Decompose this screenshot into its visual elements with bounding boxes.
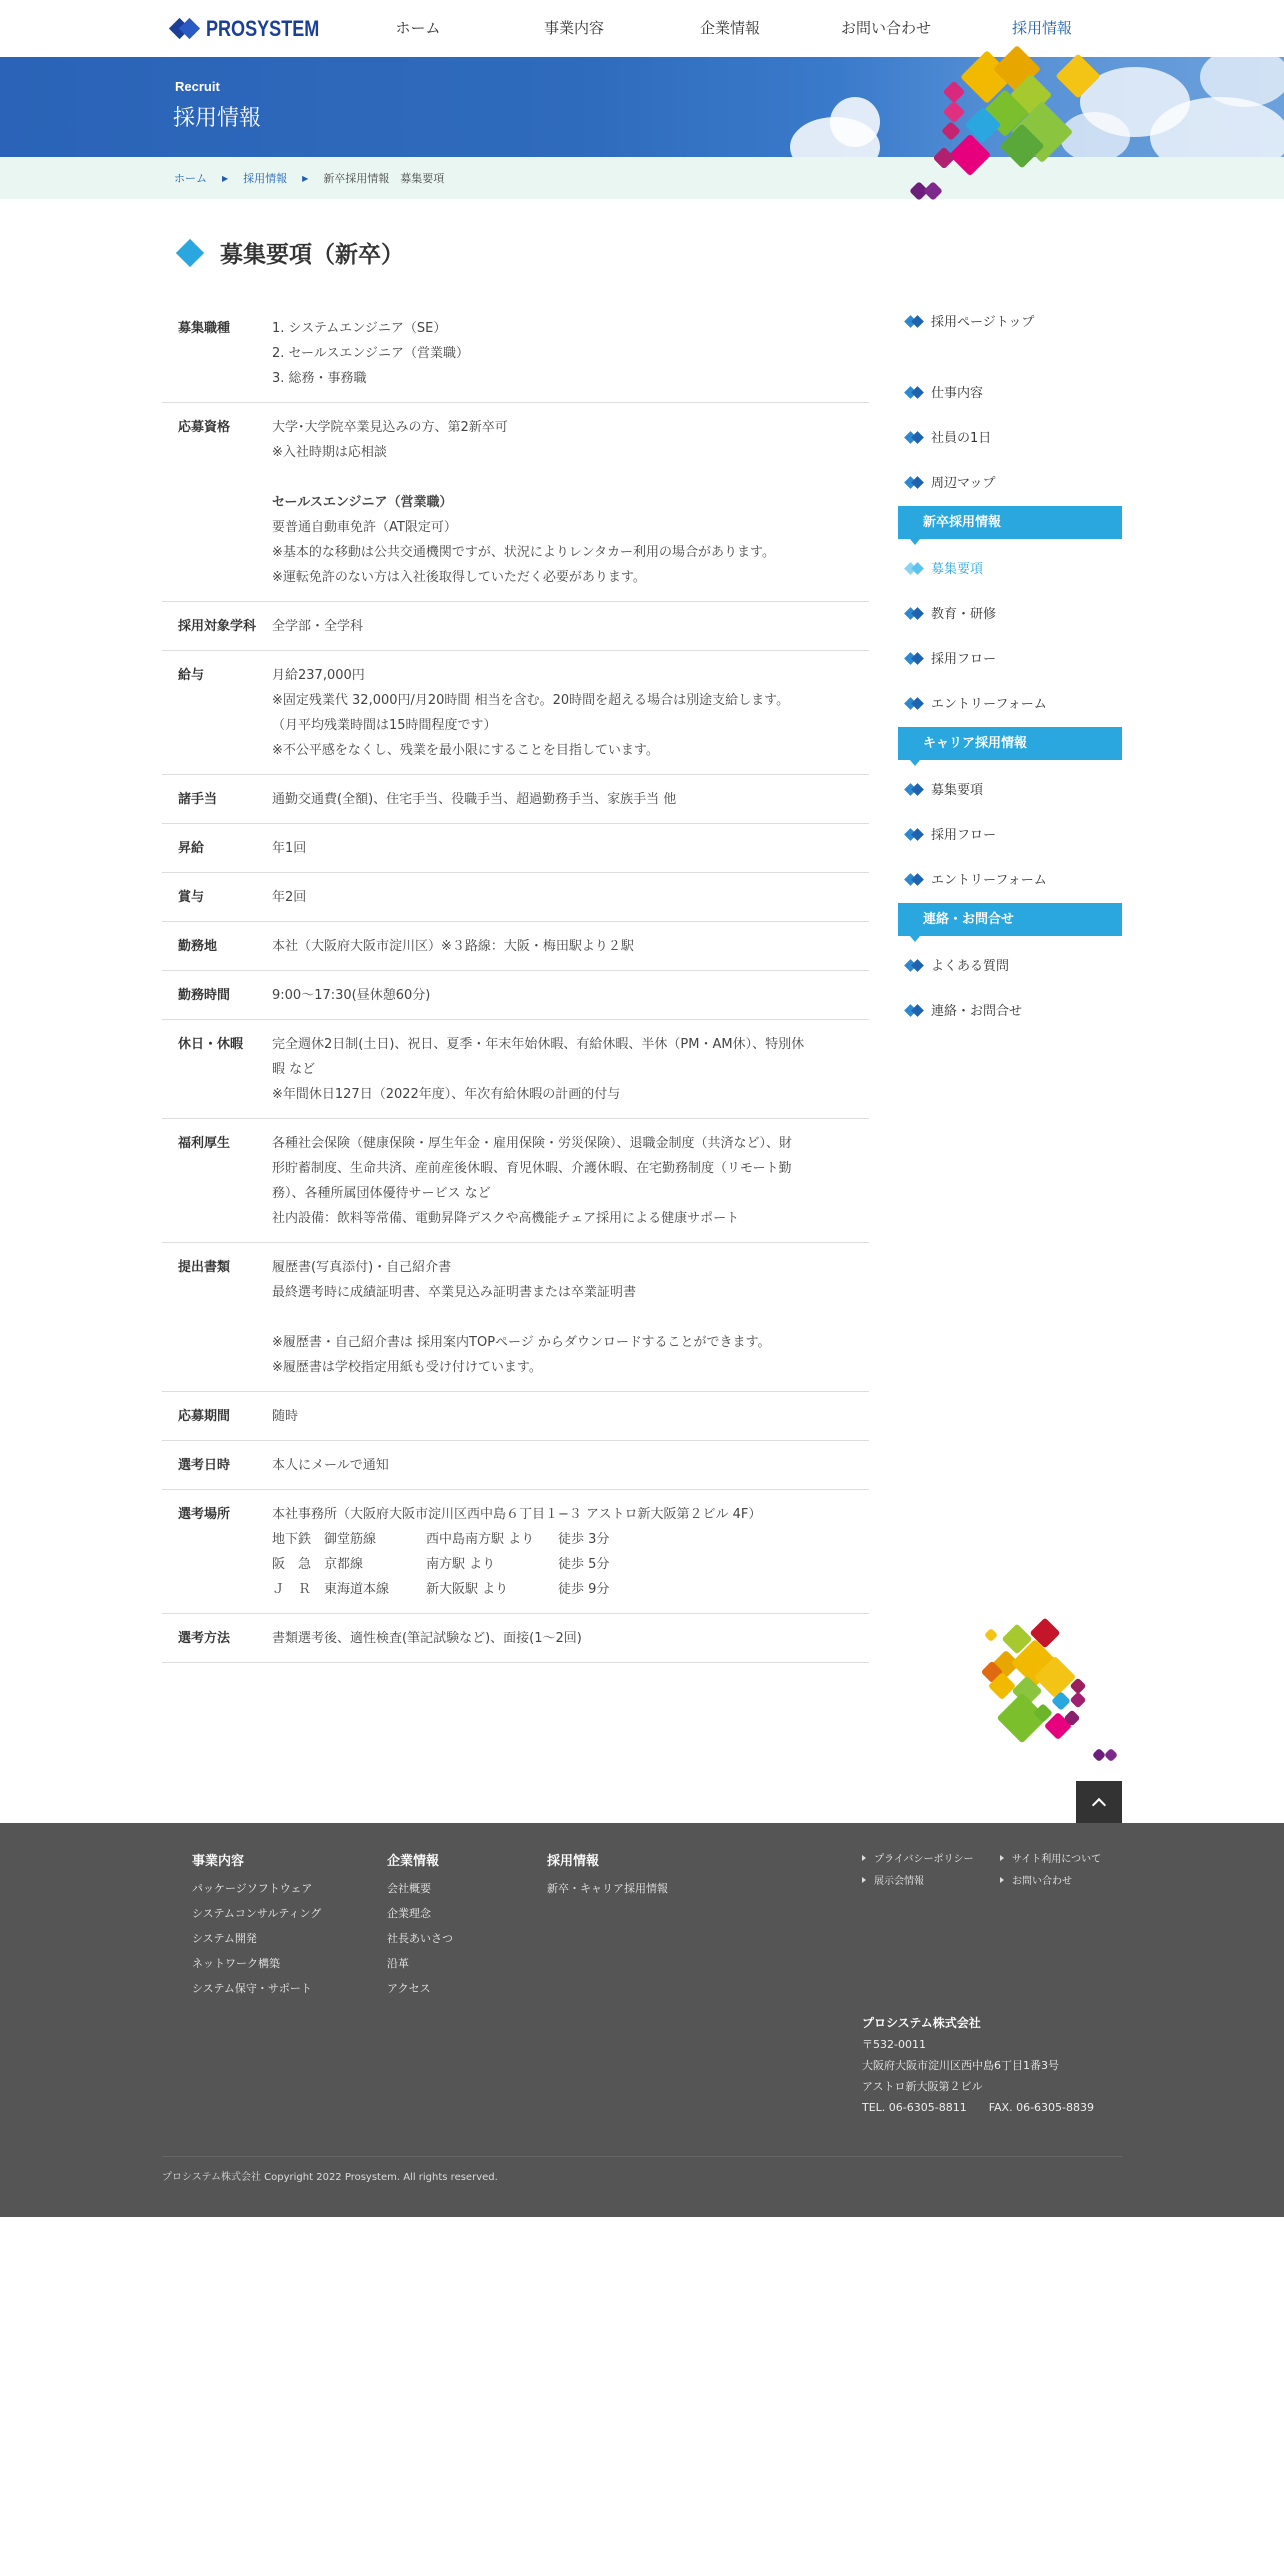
sidebar-item-career-flow[interactable]: 採用フロー xyxy=(898,811,1122,856)
text-line: 社内設備：飲料等常備、電動昇降デスクや高機能チェア採用による健康サポート xyxy=(272,1211,740,1226)
text-line: 要普通自動車免許（AT限定可） xyxy=(272,520,457,535)
double-diamond-icon xyxy=(906,1006,926,1015)
row-label: 選考日時 xyxy=(178,1458,231,1473)
table-row xyxy=(162,873,869,922)
text-line: 本社事務所（大阪府大阪市淀川区西中島６丁目１−３ アストロ新大阪第２ビル 4F） xyxy=(272,1507,762,1522)
breadcrumb-home[interactable]: ホーム xyxy=(174,172,207,185)
row-value: 年2回 xyxy=(272,890,307,905)
row-value xyxy=(272,663,869,763)
double-diamond-icon xyxy=(906,785,926,794)
footer-link[interactable]: 沿革 xyxy=(387,1957,409,1970)
footer-heading[interactable]: 事業内容 xyxy=(192,1854,245,1869)
row-label: 福利厚生 xyxy=(178,1136,231,1151)
logo[interactable] xyxy=(172,16,344,42)
sidebar-item-faq[interactable]: よくある質問 xyxy=(898,942,1122,987)
text-line: 形貯蓄制度、生命共済、産前産後休暇、育児休暇、介護休暇、在宅勤務制度（リモート勤 xyxy=(272,1161,792,1176)
text-line: ※固定残業代 32,000円/月20時間 相当を含む。20時間を超える場合は別途支給します。 xyxy=(272,693,790,708)
double-diamond-icon xyxy=(906,830,926,839)
text-line: （月平均残業時間は15時間程度です） xyxy=(272,718,497,733)
double-diamond-icon xyxy=(906,388,926,397)
sidebar-item-map[interactable]: 周辺マップ xyxy=(898,459,1122,504)
row-value xyxy=(272,1502,869,1602)
footer-link[interactable]: システムコンサルティング xyxy=(192,1907,322,1920)
double-diamond-icon xyxy=(906,478,926,487)
row-value: 通勤交通費(全額)、住宅手当、役職手当、超過勤務手当、家族手当 他 xyxy=(272,792,677,807)
table-row xyxy=(162,403,869,602)
address-line: 大阪府大阪市淀川区西中島6丁目1番3号 xyxy=(862,2059,1059,2072)
footer-link[interactable]: パッケージソフトウェア xyxy=(192,1882,313,1895)
text-line: 3. 総務・事務職 xyxy=(272,371,367,386)
sidebar-category-career: キャリア採用情報 xyxy=(898,727,1122,760)
tel-fax: TEL. 06-6305-8811 FAX. 06-6305-8839 xyxy=(862,2101,1095,2114)
row-label: 諸手当 xyxy=(178,792,218,807)
row-value: 随時 xyxy=(272,1409,299,1424)
sidebar-item-recruit-top[interactable]: 採用ページトップ xyxy=(898,298,1122,343)
row-value xyxy=(272,316,869,391)
nav-company[interactable]: 企業情報 xyxy=(699,19,760,37)
text-line: 1. システムエンジニア（SE） xyxy=(272,321,447,336)
footer-divider xyxy=(162,2156,1122,2157)
double-diamond-icon xyxy=(906,961,926,970)
row-label: 募集職種 xyxy=(178,321,231,336)
double-diamond-icon xyxy=(906,699,926,708)
sidebar xyxy=(898,298,1122,1032)
row-label: 賞与 xyxy=(178,890,205,905)
footer-link[interactable]: アクセス xyxy=(387,1982,431,1995)
station-line: 地下鉄 御堂筋線 西中島南方駅 より 徒歩 3分 xyxy=(272,1532,610,1547)
text-line: ※不公平感をなくし、残業を最小限にすることを目指しています。 xyxy=(272,743,659,758)
nav-contact[interactable]: お問い合わせ xyxy=(840,19,931,37)
double-diamond-icon xyxy=(906,654,926,663)
site-header xyxy=(0,0,1284,57)
hero-title: 採用情報 xyxy=(173,106,262,131)
text-line: 暇 など xyxy=(272,1062,316,1077)
double-diamond-icon xyxy=(906,317,926,326)
row-label: 昇給 xyxy=(178,841,205,856)
table-row xyxy=(162,1490,869,1614)
text-line: 各種社会保険（健康保険・厚生年金・雇用保険・労災保険）、退職金制度（共済など）、財 xyxy=(272,1136,793,1151)
sidebar-category-contact: 連絡・お問合せ xyxy=(898,903,1122,936)
breadcrumb-current: 新卒採用情報 募集要項 xyxy=(323,172,445,185)
text-line: 完全週休2日制(土日)、祝日、夏季・年末年始休暇、有給休暇、半休（PM・AM休）、特別休 xyxy=(272,1037,805,1052)
footer-link-exhibitions[interactable]: 展示会情報 xyxy=(862,1872,1000,1887)
row-value xyxy=(272,1032,869,1107)
footer-address xyxy=(862,2013,1094,2118)
footer-link[interactable]: 会社概要 xyxy=(387,1882,431,1895)
table-row xyxy=(162,824,869,873)
footer-link[interactable]: 企業理念 xyxy=(387,1907,431,1920)
text-line: ※基本的な移動は公共交通機関ですが、状況によりレンタカー利用の場合があります。 xyxy=(272,545,776,560)
sub-heading: セールスエンジニア（営業職） xyxy=(272,495,453,510)
logo-text: PROSYSTEM xyxy=(206,16,320,41)
row-label: 選考場所 xyxy=(178,1507,231,1522)
text-line: 2. セールスエンジニア（営業職） xyxy=(272,346,470,361)
table-row xyxy=(162,1392,869,1441)
row-label: 勤務時間 xyxy=(178,988,231,1003)
row-value: 本人にメールで通知 xyxy=(272,1458,389,1473)
footer-link-privacy[interactable]: プライバシーポリシー xyxy=(862,1850,1000,1865)
copyright: プロシステム株式会社 Copyright 2022 Prosystem. All rights reserved. xyxy=(162,2172,498,2183)
sidebar-item-new-requirements[interactable]: 募集要項 xyxy=(898,545,1122,590)
row-value: 年1回 xyxy=(272,841,307,856)
footer-link[interactable]: 新卒・キャリア採用情報 xyxy=(547,1882,668,1895)
back-to-top-button[interactable] xyxy=(1076,1781,1122,1823)
table-row xyxy=(162,602,869,651)
text-line: ※運転免許のない方は入社後取得していただく必要があります。 xyxy=(272,570,646,585)
sidebar-item-career-requirements[interactable]: 募集要項 xyxy=(898,766,1122,811)
download-note[interactable]: ※履歴書・自己紹介書は 採用案内TOPページ からダウンロードすることができます。 xyxy=(272,1335,771,1350)
sidebar-item-new-flow[interactable]: 採用フロー xyxy=(898,635,1122,680)
sidebar-item-new-entry[interactable]: エントリーフォーム xyxy=(898,680,1122,725)
global-nav xyxy=(340,0,1120,57)
sidebar-item-new-training[interactable]: 教育・研修 xyxy=(898,590,1122,635)
company-name: プロシステム株式会社 xyxy=(862,2016,981,2030)
footer-col-company xyxy=(387,1850,453,2001)
footer-link[interactable]: ネットワーク構築 xyxy=(192,1957,280,1970)
breadcrumb-recruit[interactable]: 採用情報 xyxy=(243,172,288,185)
table-row xyxy=(162,922,869,971)
text-line: 月給237,000円 xyxy=(272,668,365,683)
sidebar-category-new-grad: 新卒採用情報 xyxy=(898,506,1122,539)
breadcrumb-separator-icon: ▶ xyxy=(222,173,229,183)
sidebar-item-career-entry[interactable]: エントリーフォーム xyxy=(898,856,1122,901)
double-diamond-icon xyxy=(906,433,926,442)
station-line: Ｊ Ｒ 東海道本線 新大阪駅 より 徒歩 9分 xyxy=(272,1582,610,1597)
row-label: 採用対象学科 xyxy=(178,619,257,634)
row-value xyxy=(272,1131,869,1231)
chevron-up-icon xyxy=(1092,1797,1106,1811)
table-row xyxy=(162,971,869,1020)
footer-link-contact[interactable]: お問い合わせ xyxy=(1000,1872,1138,1887)
row-label: 休日・休暇 xyxy=(178,1037,244,1052)
logo-diamond-icon xyxy=(172,19,200,39)
text-line: 務）、各種所属団体優待サービス など xyxy=(272,1186,491,1201)
footer-link-terms[interactable]: サイト利用について xyxy=(1000,1850,1138,1865)
row-value: 書類選考後、適性検査(筆記試験など)、面接(1～2回) xyxy=(272,1631,582,1646)
requirements-table xyxy=(162,304,869,1663)
station-line: 阪 急 京都線 南方駅 より 徒歩 5分 xyxy=(272,1557,610,1572)
site-footer xyxy=(0,1823,1284,2217)
table-row xyxy=(162,1614,869,1663)
text-line: 最終選考時に成績証明書、卒業見込み証明書または卒業証明書 xyxy=(272,1285,637,1300)
row-value: 本社（大阪府大阪市淀川区）※３路線：大阪・梅田駅より２駅 xyxy=(272,939,634,954)
text-line: ※年間休日127日（2022年度）、年次有給休暇の計画的付与 xyxy=(272,1087,621,1102)
nav-recruit[interactable]: 採用情報 xyxy=(1011,19,1072,37)
table-row xyxy=(162,775,869,824)
footer-utility-links xyxy=(862,1850,1142,1887)
row-value: 9:00～17:30(昼休憩60分) xyxy=(272,988,431,1003)
row-label: 勤務地 xyxy=(178,939,218,954)
footer-heading[interactable]: 企業情報 xyxy=(387,1854,440,1869)
row-value xyxy=(272,415,869,590)
table-row xyxy=(162,304,869,403)
footer-link[interactable]: システム保守・サポート xyxy=(192,1982,312,1995)
double-diamond-icon xyxy=(906,875,926,884)
heading-diamond-icon xyxy=(176,238,204,266)
row-label: 応募期間 xyxy=(178,1409,231,1424)
table-row xyxy=(162,1441,869,1490)
page-title: 募集要項（新卒） xyxy=(220,242,404,268)
sidebar-item-contact[interactable]: 連絡・お問合せ xyxy=(898,987,1122,1032)
text-line: 履歴書(写真添付)・自己紹介書 xyxy=(272,1260,452,1275)
table-row xyxy=(162,1243,869,1392)
breadcrumb xyxy=(0,157,1284,199)
footer-link[interactable]: システム開発 xyxy=(192,1932,257,1945)
table-row xyxy=(162,1119,869,1243)
footer-heading[interactable]: 採用情報 xyxy=(547,1854,600,1869)
double-diamond-icon xyxy=(906,564,926,573)
row-label: 選考方法 xyxy=(178,1631,231,1646)
sidebar-item-work[interactable]: 仕事内容 xyxy=(898,369,1122,414)
text-line: ※入社時期は応相談 xyxy=(272,445,387,460)
table-row xyxy=(162,1020,869,1119)
footer-col-recruit xyxy=(547,1850,668,1901)
nav-business[interactable]: 事業内容 xyxy=(543,19,604,37)
footer-col-business xyxy=(192,1850,321,2001)
table-row xyxy=(162,651,869,775)
row-label: 提出書類 xyxy=(178,1260,231,1275)
row-label: 応募資格 xyxy=(178,420,231,435)
footer-link[interactable]: 社長あいさつ xyxy=(387,1932,453,1945)
page-heading xyxy=(180,236,404,269)
text-line: ※履歴書は学校指定用紙も受け付けています。 xyxy=(272,1360,542,1375)
row-value xyxy=(272,1255,869,1380)
row-label: 給与 xyxy=(178,668,205,683)
postal-code: 〒532-0011 xyxy=(862,2038,926,2051)
text-line: 大学･大学院卒業見込みの方、第2新卒可 xyxy=(272,420,508,435)
address-line: アストロ新大阪第２ビル xyxy=(862,2080,983,2093)
breadcrumb-separator-icon: ▶ xyxy=(302,173,309,183)
double-diamond-icon xyxy=(906,609,926,618)
nav-home[interactable]: ホーム xyxy=(395,19,441,37)
row-value: 全学部・全学科 xyxy=(272,619,364,634)
sidebar-item-day[interactable]: 社員の1日 xyxy=(898,414,1122,459)
hero-subtitle: Recruit xyxy=(175,79,220,94)
